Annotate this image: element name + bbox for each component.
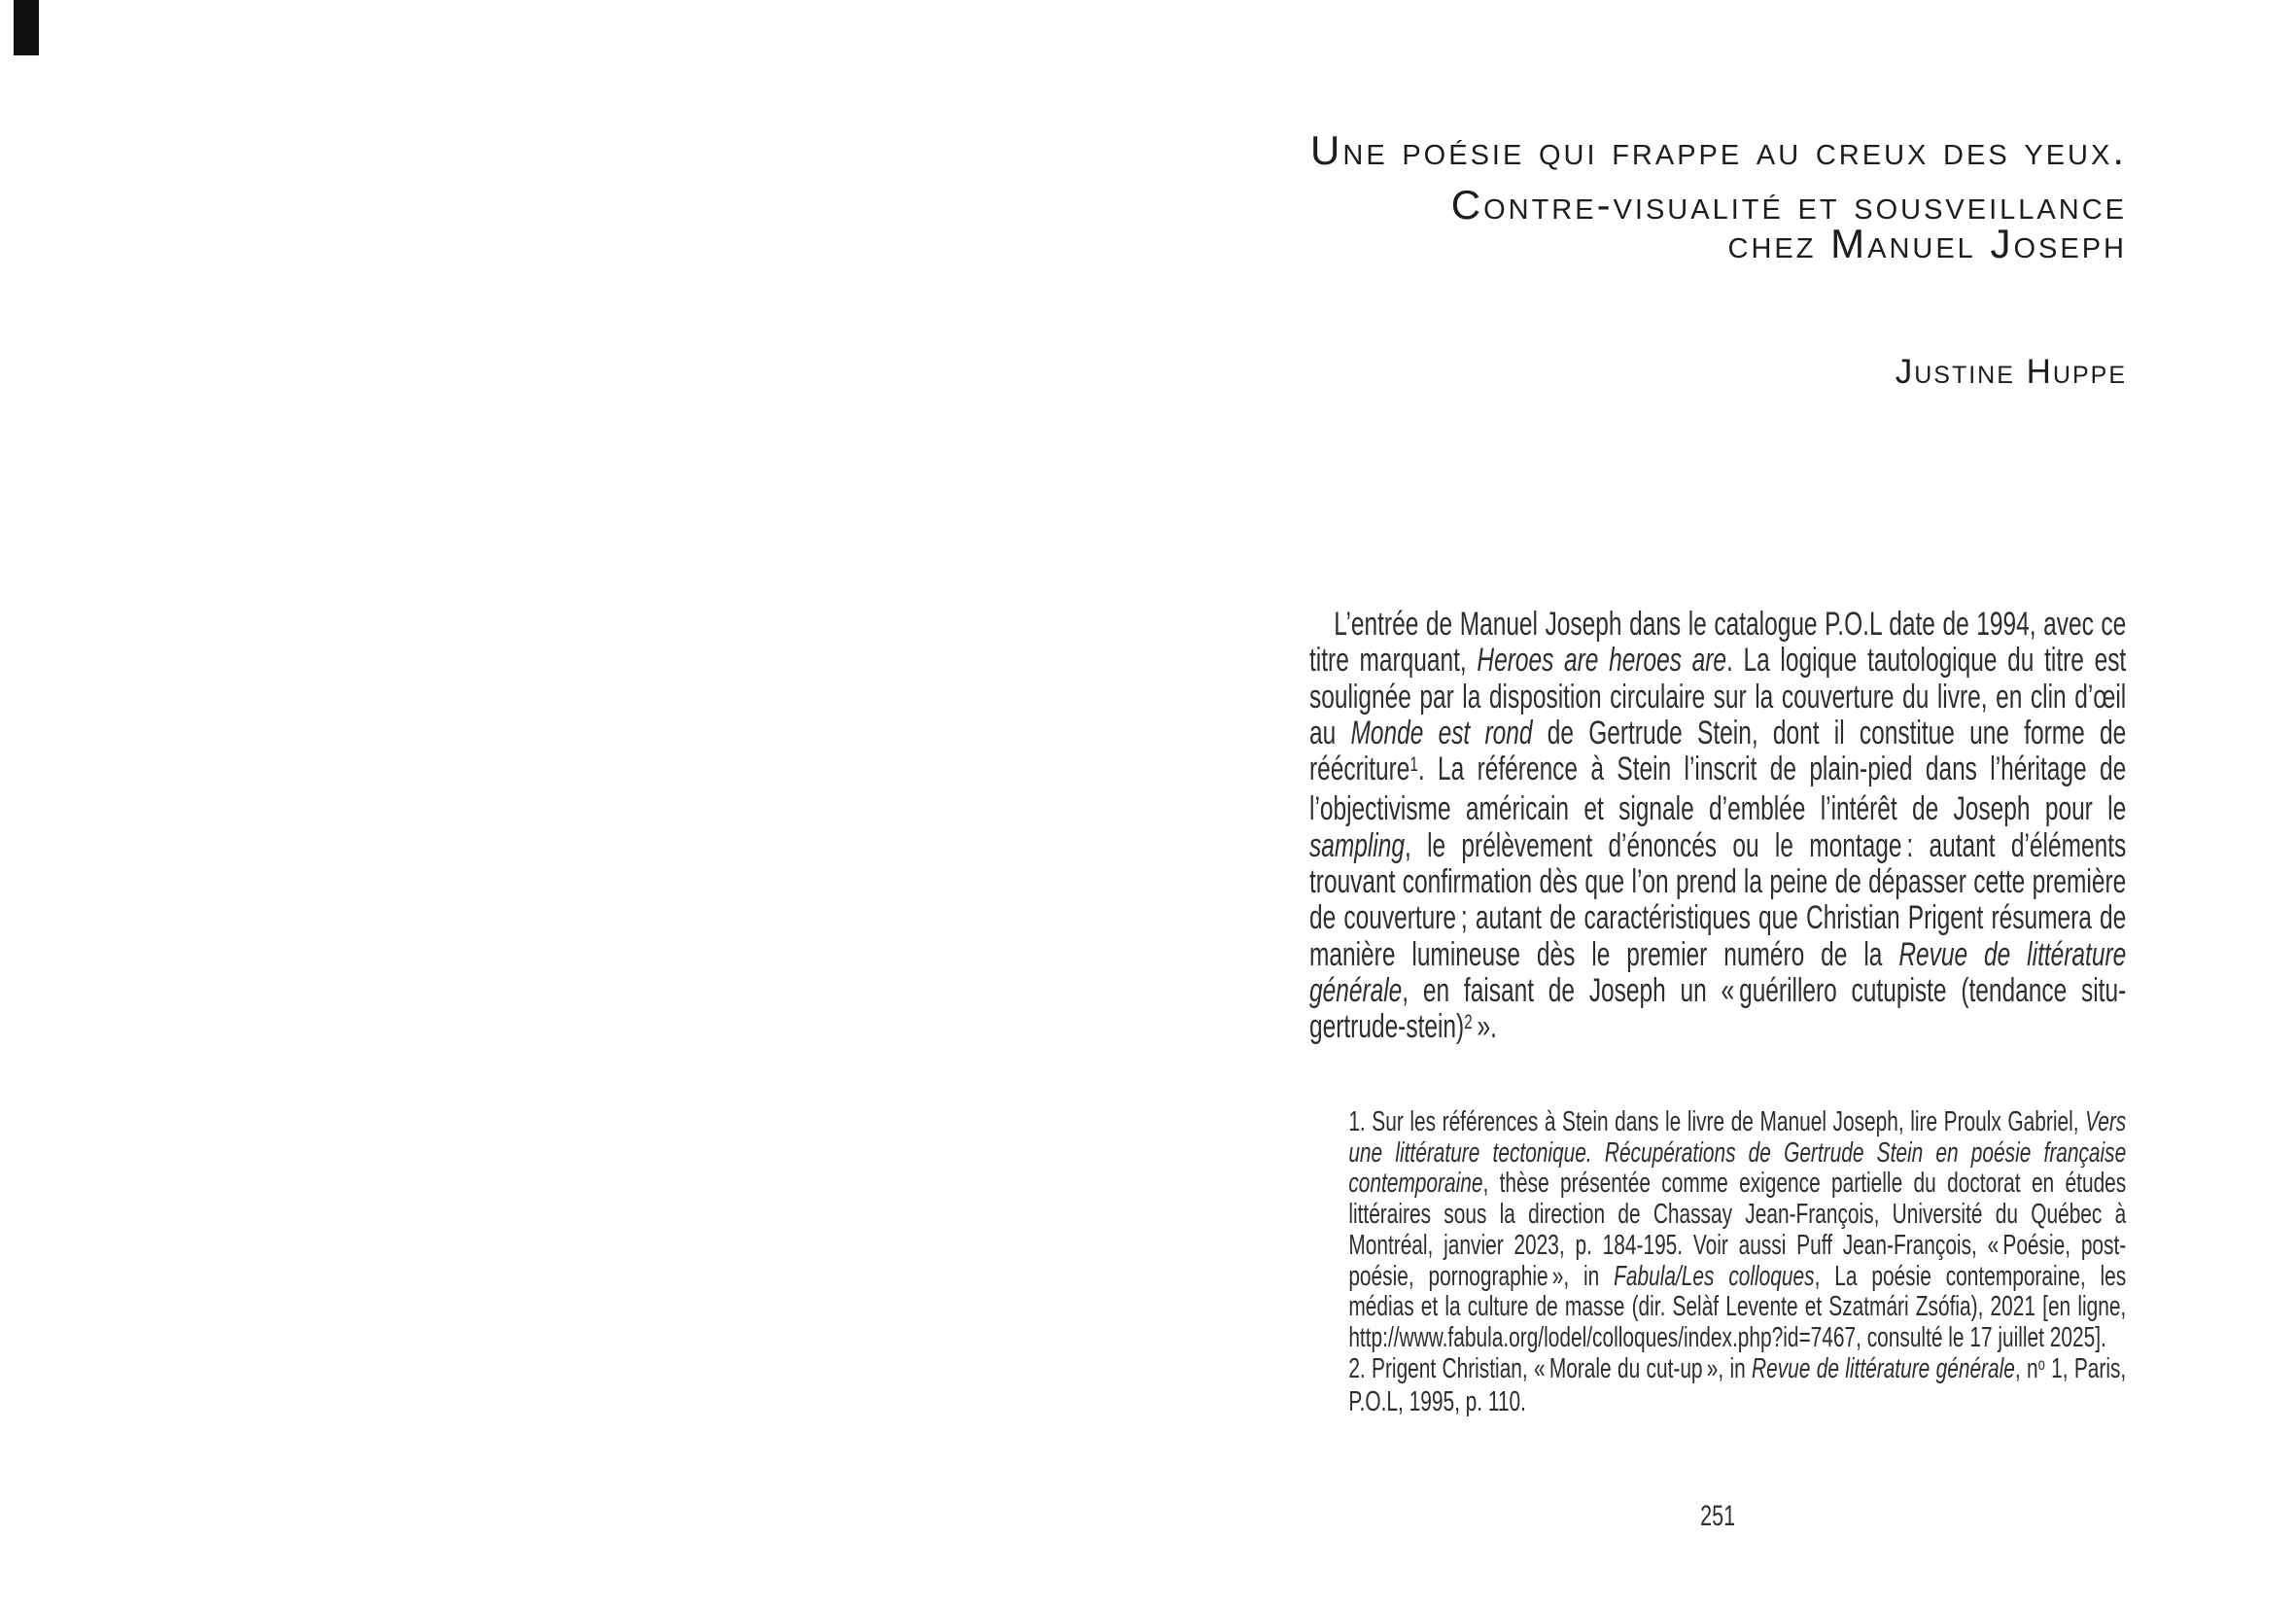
footnote-1: 1. Sur les références à Stein dans le livre de Manuel Joseph, lire Proulx Gabriel, Vers une littérature tectonique. Récupérations de Gertrude Stein en poésie française contemporaine, thèse présentée comme exigence partielle du doctorat en études littéraires sous la direction de Chassay Jean-François, Université du Québec à Montréal, janvier 2023, p. 184-195. Voir aussi Puff Jean-François, « Poésie, post-poésie, pornographie », in Fabula/Les colloques, La poésie contemporaine, les médias et la culture de masse (dir. Selàf Levente et Szatmári Zsófia), 2021 [en ligne, http://www.fabula.org/lodel/colloques/index.php?id=7467, consulté le 17 juillet 2025]. [1348, 1106, 2127, 1353]
chapter-subtitle-line-1: Contre-visualité et sousveillance [1450, 182, 2127, 227]
signature-mark [14, 0, 39, 55]
chapter-subtitle-line-2: chez Manuel Joseph [1727, 221, 2127, 266]
chapter-title: Une poésie qui frappe au creux des yeux. [1310, 127, 2127, 173]
footnote-2: 2. Prigent Christian, « Morale du cut-up », in Revue de littérature générale, $n^o$ 1, Paris, P.O.L, 1995, p. 110. [1348, 1352, 2127, 1418]
body-paragraph: L’entrée de Manuel Joseph dans le catalogue P.O.L date de 1994, avec ce titre marquant, Heroes are heroes are. La logique tautologique du titre est soulignée par la disposition circulaire sur la couverture du livre, en clin d’œil au Monde est rond de Gertrude Stein, dont il constitue une forme de réécriture$^1$. La référence à Stein l’inscrit de plain-pied dans l’héritage de l’objectivisme américain et signale d’emblée l’intérêt de Joseph pour le sampling, le prélèvement d’énoncés ou le montage : autant d’éléments trouvant confirmation dès que l’on prend la peine de dépasser cette première de couverture ; autant de caractéristiques que Christian Prigent résumera de manière lumineuse dès le premier numéro de la Revue de littérature générale, en faisant de Joseph un « guérillero cutupiste (tendance situ-gertrude-stein)$^2$ ». [1309, 606, 2127, 1046]
author-name: Justine Huppe [1895, 353, 2127, 391]
page-number: 251 [1700, 1500, 1736, 1532]
footnotes-block [1348, 1107, 2126, 1418]
right-page-text-column [1309, 0, 2126, 1607]
